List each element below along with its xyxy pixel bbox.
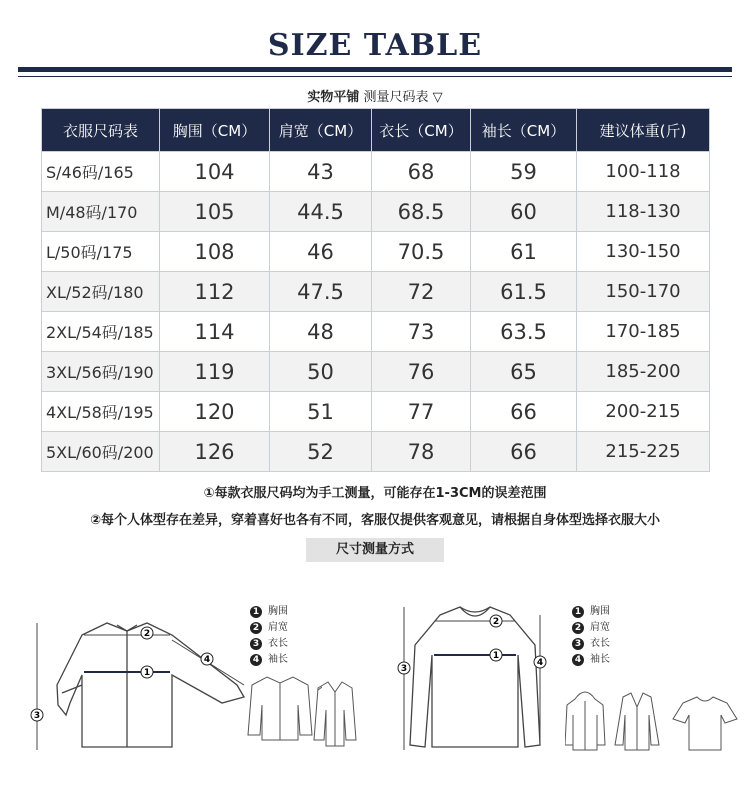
table-row [42,312,710,352]
legend-item [572,604,610,620]
legend-item [250,636,288,652]
svg-text:1: 1 [492,651,500,661]
legend-number: 3 [572,638,584,650]
note-body-difference: ②每个人体型存在差异，穿着喜好也各有不同，客服仅提供客观意见，请根据自身体型选择衣服大小 [89,513,660,528]
cell-shoulder: 43 [270,152,372,192]
cell-size: XL/52码/180 [42,272,160,312]
cell-weight: 200-215 [577,392,710,432]
cell-size: 2XL/54码/185 [42,312,160,352]
cell-chest: 119 [160,352,270,392]
legend-label: 胸围 [268,606,288,617]
cell-weight: 130-150 [577,232,710,272]
cell-weight: 215-225 [577,432,710,472]
tshirt-icon [673,697,737,750]
cell-chest: 120 [160,392,270,432]
cell-size: S/46码/165 [42,152,160,192]
legend-item [572,620,610,636]
subtitle-bold: 实物平铺 [307,90,360,105]
legend-item [250,652,288,668]
cell-sleeve: 61 [471,232,577,272]
legend-label: 肩宽 [590,622,610,633]
cell-shoulder: 44.5 [270,192,372,232]
cell-length: 70.5 [372,232,471,272]
legend-item [572,652,610,668]
cell-shoulder: 51 [270,392,372,432]
legend-item [572,636,610,652]
garment-icons [565,685,745,755]
cell-shoulder: 48 [270,312,372,352]
shirt-outline [57,623,244,747]
cell-chest: 126 [160,432,270,472]
table-row [42,232,710,272]
legend-label: 衣长 [268,638,288,649]
legend-number: 3 [250,638,262,650]
header-weight: 建议体重(斤) [577,109,710,152]
cell-sleeve: 66 [471,392,577,432]
legend-right [572,604,610,668]
legend-label: 袖长 [590,654,610,665]
title-rule-thick [18,67,732,72]
svg-text:3: 3 [400,664,408,674]
title-rule-thin [18,76,732,77]
legend-item [250,620,288,636]
legend-number: 4 [572,654,584,666]
cell-sleeve: 59 [471,152,577,192]
legend-number: 2 [572,622,584,634]
cell-length: 73 [372,312,471,352]
table-subtitle [0,86,750,105]
cell-shoulder: 52 [270,432,372,472]
header-size: 衣服尺码表 [42,109,160,152]
cell-sleeve: 65 [471,352,577,392]
cell-size: 3XL/56码/190 [42,352,160,392]
legend-left [250,604,288,668]
cell-chest: 104 [160,152,270,192]
size-table [41,108,710,472]
cell-weight: 118-130 [577,192,710,232]
header-length: 衣长（CM） [372,109,471,152]
table-row [42,272,710,312]
cell-chest: 114 [160,312,270,352]
cell-length: 77 [372,392,471,432]
legend-label: 胸围 [590,606,610,617]
legend-number: 4 [250,654,262,666]
header-chest: 胸围（CM） [160,109,270,152]
size-table-container [41,108,709,472]
legend-item [250,604,288,620]
table-row [42,432,710,472]
svg-text:2: 2 [143,629,151,639]
page-title: SIZE TABLE [267,28,483,63]
cell-length: 76 [372,352,471,392]
cell-weight: 185-200 [577,352,710,392]
cell-chest: 105 [160,192,270,232]
cell-shoulder: 50 [270,352,372,392]
cell-weight: 150-170 [577,272,710,312]
cell-sleeve: 60 [471,192,577,232]
measurement-method-label: 尺寸测量方式 [306,538,444,562]
cell-shoulder: 47.5 [270,272,372,312]
cell-size: 5XL/60码/200 [42,432,160,472]
cell-size: L/50码/175 [42,232,160,272]
cell-chest: 108 [160,232,270,272]
cell-weight: 170-185 [577,312,710,352]
cell-length: 72 [372,272,471,312]
cell-weight: 100-118 [577,152,710,192]
sweater-outline [410,607,540,747]
svg-text:3: 3 [33,711,41,721]
legend-number: 1 [572,606,584,618]
note-measurement-error: ①每款衣服尺码均为手工测量，可能存在1-3CM的误差范围 [203,486,547,501]
legend-number: 2 [250,622,262,634]
table-row [42,152,710,192]
cell-length: 68.5 [372,192,471,232]
table-row [42,352,710,392]
cell-sleeve: 61.5 [471,272,577,312]
svg-text:4: 4 [203,655,211,665]
legend-label: 肩宽 [268,622,288,633]
svg-text:2: 2 [492,617,500,627]
header-shoulder: 肩宽（CM） [270,109,372,152]
sweater-measurement-diagram [390,585,560,760]
legend-label: 衣长 [590,638,610,649]
table-row [42,192,710,232]
subtitle-normal: 测量尺码表 ▽ [359,90,443,105]
blazer-diagram [310,680,360,750]
cell-shoulder: 46 [270,232,372,272]
cell-size: M/48码/170 [42,192,160,232]
svg-text:1: 1 [143,668,151,678]
cell-length: 78 [372,432,471,472]
legend-number: 1 [250,606,262,618]
cell-sleeve: 66 [471,432,577,472]
legend-label: 袖长 [268,654,288,665]
table-row [42,392,710,432]
cell-chest: 112 [160,272,270,312]
cell-length: 68 [372,152,471,192]
cell-sleeve: 63.5 [471,312,577,352]
table-header-row [42,109,710,152]
cell-size: 4XL/58码/195 [42,392,160,432]
header-sleeve: 袖长（CM） [471,109,577,152]
svg-text:4: 4 [536,658,544,668]
